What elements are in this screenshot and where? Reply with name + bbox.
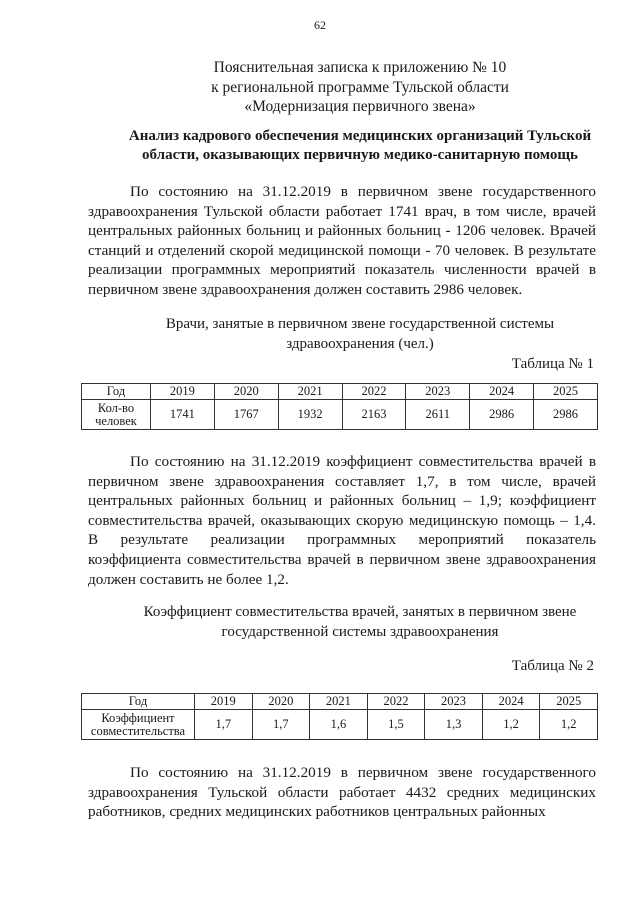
- section-heading: [80, 127, 640, 165]
- table-2-value: 1,2: [540, 710, 598, 740]
- table-1-label: Таблица № 1: [511, 356, 594, 372]
- table-1-value: 2986: [534, 400, 598, 430]
- paragraph-2-text: По состоянию на 31.12.2019 коэффициент совместительства врачей в первичном звене здравоохранения составляет 1,7, в том числе, врачей центральных районных больниц и районных больниц – 1,9; коэффициент совместительства врачей, оказывающих скорую медицинскую помощь – 1,4. В результате реализации программных мероприятий показатель коэффициента совместительства врачей в первичном звене здравоохранения должен составить не более 1,2.: [88, 453, 596, 588]
- table-2-year: 2022: [367, 694, 425, 710]
- table-2-year: 2021: [310, 694, 368, 710]
- table-1-value: 2611: [406, 400, 470, 430]
- table-1-caption-line-1: Врачи, занятые в первичном звене государственной системы: [165, 316, 555, 332]
- heading-line-2: области, оказывающих первичную медико-санитарную помощь: [142, 147, 578, 163]
- heading-line-1: Анализ кадрового обеспечения медицинских организаций Тульской: [128, 128, 592, 144]
- table-2-value: 1,7: [195, 710, 253, 740]
- table-2-year: 2025: [540, 694, 598, 710]
- table-1-year: 2021: [278, 384, 342, 400]
- table-1-value: 2986: [470, 400, 534, 430]
- table-2-row-label: [82, 710, 195, 740]
- table-1-year: 2025: [534, 384, 598, 400]
- table-2-value: 1,6: [310, 710, 368, 740]
- annex-line-3: «Модернизация первичного звена»: [244, 98, 476, 115]
- table-1-header-label: Год: [82, 384, 151, 400]
- table-1-year: 2023: [406, 384, 470, 400]
- table-1-year: 2020: [214, 384, 278, 400]
- table-1-caption: [60, 315, 640, 354]
- annex-reference: [60, 58, 640, 117]
- table-1-row-label: [82, 400, 151, 430]
- paragraph-2: [88, 452, 596, 589]
- table-2-value: 1,3: [425, 710, 483, 740]
- table-2-header-label: Год: [82, 694, 195, 710]
- table-2-label: Таблица № 2: [511, 658, 594, 674]
- table-2-year: 2024: [482, 694, 540, 710]
- table-2-value: 1,7: [252, 710, 310, 740]
- paragraph-3-text: По состоянию на 31.12.2019 в первичном звене государственного здравоохранения Тульской области работает 4432 средних медицинских работников, средних медицинских работников центральных районных: [88, 764, 596, 821]
- table-2-year: 2020: [252, 694, 310, 710]
- table-1-value: 2163: [342, 400, 406, 430]
- table-1-value: 1767: [214, 400, 278, 430]
- table-2-caption: [60, 603, 640, 642]
- table-2: [81, 693, 598, 740]
- table-2-row-label-line-1: Коэффициент: [101, 710, 175, 725]
- table-2-value: 1,5: [367, 710, 425, 740]
- table-1-row-label-line-2: человек: [95, 413, 137, 428]
- table-1-year: 2019: [151, 384, 215, 400]
- table-1-row-label-line-1: Кол-во: [97, 400, 135, 415]
- table-1-data-row: [82, 400, 598, 430]
- table-2-year: 2019: [195, 694, 253, 710]
- table-2-row-label-line-2: совместительства: [90, 723, 186, 738]
- paragraph-1: [88, 182, 596, 300]
- table-2-caption-line-1: Коэффициент совместительства врачей, занятых в первичном звене: [143, 604, 577, 620]
- table-2-year: 2023: [425, 694, 483, 710]
- table-1-header-row: [82, 384, 598, 400]
- page-number: 62: [314, 18, 326, 32]
- table-2-value: 1,2: [482, 710, 540, 740]
- annex-line-1: Пояснительная записка к приложению № 10: [213, 59, 507, 76]
- annex-line-2: к региональной программе Тульской области: [211, 78, 509, 96]
- table-2-caption-line-2: государственной системы здравоохранения: [221, 623, 499, 640]
- table-2-data-row: [82, 710, 598, 740]
- table-1-caption-line-2: здравоохранения (чел.): [286, 335, 434, 352]
- paragraph-3: [88, 763, 596, 822]
- table-1: [81, 383, 598, 430]
- paragraph-1-text: По состоянию на 31.12.2019 в первичном звене государственного здравоохранения Тульской области работает 1741 врач, в том числе, врачей центральных районных больниц и районных больниц - 1206 человек. Врачей станций и отделений скорой медицинской помощи - 70 человек. В результате реализации программных мероприятий показатель численности врачей в первичном звене здравоохранения должен составить 2986 человек.: [88, 183, 596, 298]
- table-1-year: 2024: [470, 384, 534, 400]
- table-2-header-row: [82, 694, 598, 710]
- table-1-value: 1741: [151, 400, 215, 430]
- table-1-value: 1932: [278, 400, 342, 430]
- table-1-year: 2022: [342, 384, 406, 400]
